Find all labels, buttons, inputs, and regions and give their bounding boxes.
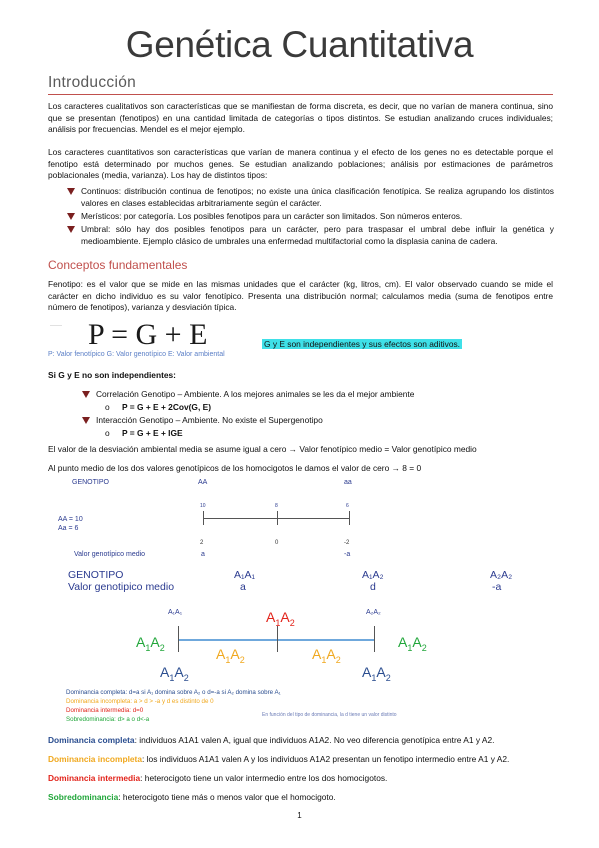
scale-value: 6 <box>346 503 349 509</box>
value-cell: -a <box>492 581 502 593</box>
genotype-orange-right: $A_1A_2$ <box>312 646 341 665</box>
scale-value: 8 <box>275 503 278 509</box>
scale-tick <box>203 511 204 525</box>
vgm-label: Valor genotípico medio <box>74 551 146 558</box>
genotype-aa: aa <box>344 479 352 486</box>
scale-tick <box>349 511 350 525</box>
genotype-blue-right: $A_1A_2$ <box>362 664 391 683</box>
legend-incomplete: Dominancia incompleta: a > d > -a y d es distinto de 0 <box>66 698 214 705</box>
definition-complete <box>48 735 553 746</box>
term: Sobredominancia <box>48 792 119 802</box>
genotype-blue-left: $A_1A_2$ <box>160 664 189 683</box>
definition-text: : los individuos A1A1 valen A y los individuos A1A2 presentan un fenotipo intermedio entre A1 y A2. <box>142 754 510 764</box>
scale-line <box>203 518 349 519</box>
document-title: Genética Cuantitativa <box>125 24 474 65</box>
legend-intermediate: Dominancia intermedia: d=0 <box>66 707 144 714</box>
legend-complete: Dominancia completa: d=a si A₁ domina sobre A₂ o d=-a si A₂ domina sobre A₁ <box>66 689 281 696</box>
definition-text: : individuos A1A1 valen A, igual que individuos A1A2. No veo diferencia genotípica entre A1 y A2. <box>134 735 495 745</box>
list-item <box>81 211 554 223</box>
AA-value: AA = 10 <box>58 516 83 523</box>
scale-value: 0 <box>275 540 279 546</box>
list-item <box>81 224 554 247</box>
bullet-arrow-icon <box>67 226 75 233</box>
scale-tick <box>178 626 179 652</box>
term: Dominancia incompleta <box>48 754 143 764</box>
highlighted-note: G y E son independientes y sus efectos son aditivos. <box>264 339 460 349</box>
circle-bullet-icon: o <box>105 428 110 438</box>
Aa-value: Aa = 6 <box>58 525 79 532</box>
fundamentals-paragraph-1: Fenotipo: es el valor que se mide en las mismas unidades que el carácter (kg, litros, cm). El valor observado cuando se mide el carácter en dicho individuo es su valor fenotípico. Presenta una distribución normal; calculamos media (suma de fenotipos entre número de fenotipos), varianza y desviación típica. <box>48 279 553 313</box>
section-heading-intro: Introducción <box>48 74 137 91</box>
fundamentals-paragraph-3: Al punto medio de los dos valores genotípicos de los homocigotos le damos el valor de cero → 8 = 0 <box>48 463 422 473</box>
definition-text: : heterocigoto tiene un valor intermedio entre los dos homocigotos. <box>140 773 388 783</box>
value-cell: a <box>240 581 246 593</box>
genotype-top-right: A₂A₂ <box>366 609 381 616</box>
scale-value: -2 <box>344 540 350 546</box>
bullet-arrow-icon <box>67 188 75 195</box>
value-cell: d <box>370 581 376 593</box>
scale-tick <box>374 626 375 652</box>
genotipo-label: GENOTIPO <box>72 479 109 486</box>
genotype-cell: A₁A₁ <box>234 569 256 581</box>
list-item <box>81 186 554 209</box>
genotype-AA: AA <box>198 479 208 486</box>
genotype-cell: A₁A₂ <box>362 569 384 581</box>
dominance-scale-fill <box>178 639 374 641</box>
vgm-label: Valor genotipico medio <box>68 581 175 593</box>
bullet-text: Interacción Genotipo – Ambiente. No existe el Supergenotipo <box>96 415 323 425</box>
decorative-mark: ――― <box>50 322 62 327</box>
definition-text: : heterocigoto tiene más o menos valor que el homocigoto. <box>118 792 336 802</box>
bullet-text: Correlación Genotipo – Ambiente. A los mejores animales se les da el mejor ambiente <box>96 389 415 399</box>
formula-caption: P: Valor fenotípico G: Valor genotípico E: Valor ambiental <box>48 351 225 358</box>
bullet-text: Continuos: distribución continua de fenotipos; no existe una única clasificación fenotípica. Se realiza agrupando los distintos valores en clases establecidas arbitrariamente según el carácter. <box>81 186 554 208</box>
dependency-heading: Si G y E no son independientes: <box>48 370 176 380</box>
genotype-top-left: A₁A₁ <box>168 609 183 616</box>
circle-bullet-icon: o <box>105 402 110 412</box>
scale-tick <box>277 626 278 652</box>
list-item <box>96 415 569 427</box>
page-number: 1 <box>297 811 302 820</box>
legend-overdominance: Sobredominancia: d> a o d<-a <box>66 716 150 723</box>
genotype-green-right: $A_1A_2$ <box>398 634 427 653</box>
intro-paragraph-1: Los caracteres cualitativos son características que se manifiestan de forma discreta, es decir, que no varían de manera continua, sino que se presentan (fenotipos) en una cantidad limitada de categorías o tipos distintos. Se estudian analizando cruces individuales; análisis por frecuencias. Mendel es el mejor ejemplo. <box>48 101 553 135</box>
genotype-green-left: $A_1A_2$ <box>136 634 165 653</box>
definition-intermediate <box>48 773 553 784</box>
fundamentals-paragraph-2: El valor de la desviación ambiental media se asume igual a cero → Valor fenotípico medio = Valor genotípico medio <box>48 444 477 454</box>
genotype-orange-left: $A_1A_2$ <box>216 646 245 665</box>
bullet-arrow-icon <box>82 391 90 398</box>
formula-pge: P = G + E <box>88 318 208 351</box>
vgm-value: a <box>201 551 205 558</box>
intro-paragraph-2: Los caracteres cuantitativos son características que varían de manera continua y el efecto de los genes no es detectable porque el fenotipo está determinado por muchos genes. Se estudian analizando poblaciones; análisis por estimaciones de parámetros poblacionales (media, varianza). Los hay de distintos tipos: <box>48 147 553 181</box>
scale-value: 10 <box>200 503 206 509</box>
section-heading-fundamentals: Conceptos fundamentales <box>48 258 188 272</box>
definition-overdominance <box>48 792 553 803</box>
term: Dominancia intermedia <box>48 773 141 783</box>
bullet-arrow-icon <box>82 417 90 424</box>
bullet-text: Umbral: sólo hay dos posibles fenotipos para un carácter, pero para traspasar el umbral debe influir la genética y medioambiente. Ejemplo clásico de umbrales una enfermedad multifactorial como la displasia canina de cadera. <box>81 224 554 246</box>
definition-incomplete <box>48 754 553 765</box>
dominance-note: En función del tipo de dominancia, la d tiene un valor distinto <box>262 712 397 718</box>
term: Dominancia completa <box>48 735 135 745</box>
bullet-text: Merísticos: por categoría. Los posibles fenotipos para un carácter son limitados. Son números enteros. <box>81 211 463 221</box>
scale-tick <box>277 511 278 525</box>
heading-underline <box>48 94 553 95</box>
genotype-center-red: $A_1A_2$ <box>266 609 295 628</box>
sub-formula: o P = G + E + 2Cov(G, E) <box>105 402 211 412</box>
scale-value: 2 <box>200 540 204 546</box>
sub-formula: o P = G + E + IGE <box>105 428 183 438</box>
genotype-cell: A₂A₂ <box>490 569 513 581</box>
vgm-value: -a <box>344 551 351 558</box>
bullet-arrow-icon <box>67 213 75 220</box>
genotipo-label: GENOTIPO <box>68 569 124 581</box>
list-item <box>96 389 569 401</box>
